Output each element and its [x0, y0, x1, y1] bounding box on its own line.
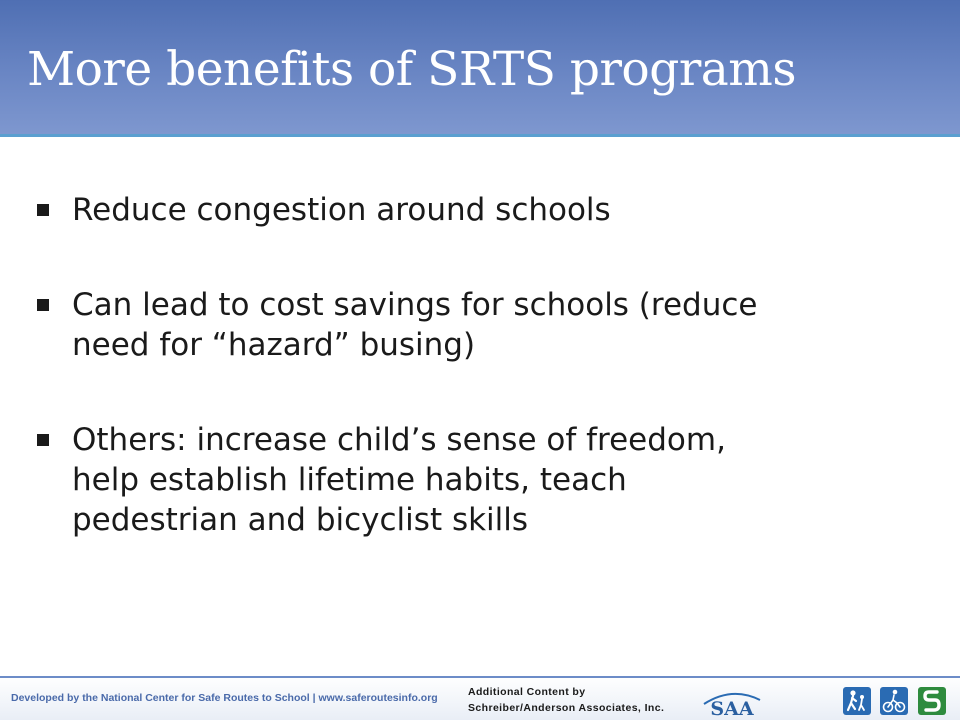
bullet-item — [34, 190, 774, 230]
bullet-list — [34, 190, 774, 595]
route-sign-icon — [918, 687, 946, 715]
additional-credit-line-2: Schreiber/Anderson Associates, Inc. — [468, 702, 665, 714]
bullet-text: Can lead to cost savings for schools (reduce need for “hazard” busing) — [72, 287, 758, 363]
footer-credit: Developed by the National Center for Safe Routes to School | www.saferoutesinfo.org — [11, 692, 438, 704]
bullet-square-icon — [37, 299, 49, 311]
additional-content-credit — [468, 684, 708, 716]
bullet-text: Reduce congestion around schools — [72, 192, 611, 228]
footer-divider — [0, 676, 960, 678]
bullet-square-icon — [37, 434, 49, 446]
slide-title: More benefits of SRTS programs — [27, 42, 796, 97]
additional-credit-line-1: Additional Content by — [468, 686, 586, 698]
saa-logo — [702, 684, 762, 718]
bullet-item — [34, 420, 774, 540]
bullet-text: Others: increase child’s sense of freedom, help establish lifetime habits, teach pedestrian and bicyclist skills — [72, 422, 726, 538]
pedestrian-icon — [843, 687, 871, 715]
bullet-square-icon — [37, 204, 49, 216]
bullet-item — [34, 285, 774, 365]
svg-text:SAA: SAA — [710, 698, 754, 718]
header-divider — [0, 134, 960, 137]
bicycle-icon — [880, 687, 908, 715]
